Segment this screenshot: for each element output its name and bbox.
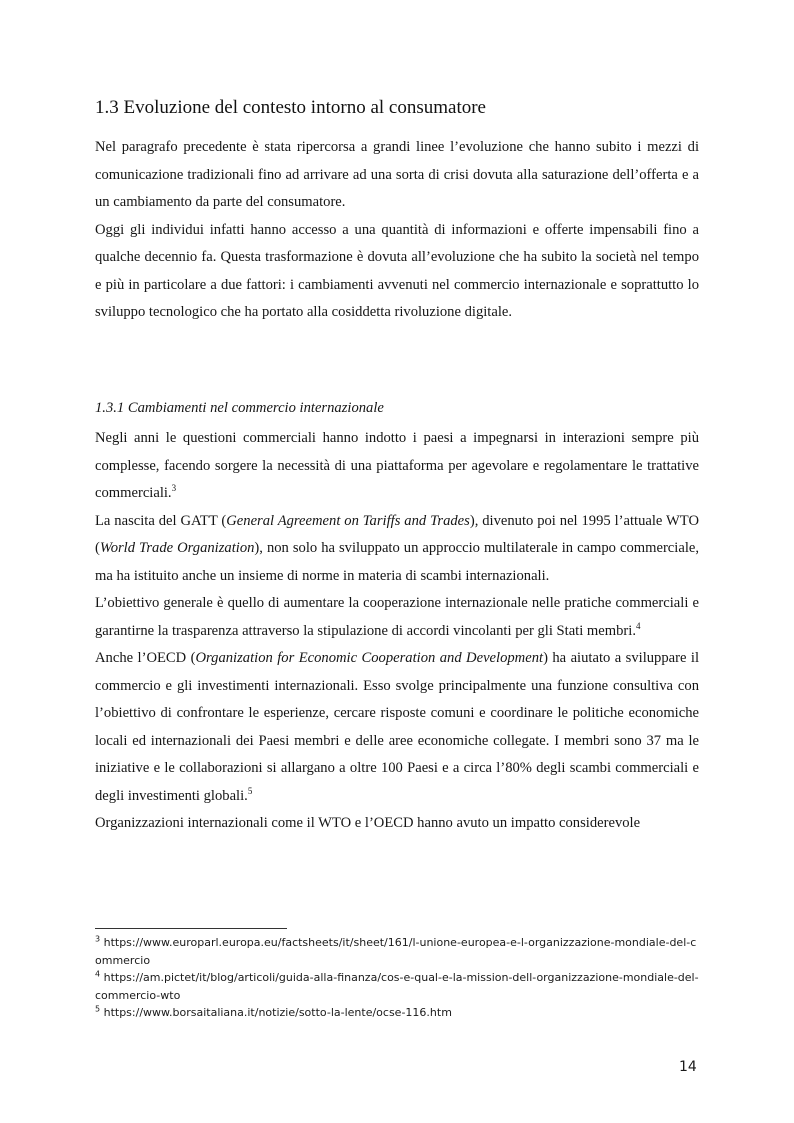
footnote-ref[interactable]: 3 [171, 483, 177, 494]
footnotes [95, 934, 701, 1022]
paragraph-text: ), divenuto poi nel 1995 l’attuale WTO ( [95, 512, 700, 556]
footnote-number: 3 [95, 934, 101, 944]
paragraph-text: Anche l’OECD ( [95, 650, 196, 666]
footnote-link[interactable]: https://www.europarl.europa.eu/factsheets/it/sheet/161/l-unione-europea-e-l-organizzazione-mondiale-del-commercio [95, 936, 697, 967]
footnote-separator [95, 928, 287, 929]
paragraph [95, 645, 699, 810]
footnote-link[interactable]: https://am.pictet/it/blog/articoli/guida-alla-finanza/cos-e-qual-e-la-mission-dell-organizzazione-mondiale-del-commercio-wto [95, 971, 699, 1002]
paragraph-text: L’obiettivo generale è quello di aumentare la cooperazione internazionale nelle pratiche commerciali e garantirne la trasparenza attraverso la stipulazione di accordi vincolanti per gli Stati membri. [95, 595, 699, 639]
subsection-body [95, 425, 699, 838]
paragraph-text: La nascita del GATT ( [95, 512, 227, 529]
footnote-number: 5 [95, 1004, 101, 1014]
paragraph [95, 508, 699, 591]
paragraph [95, 425, 699, 508]
paragraph-text: Negli anni le questioni commerciali hanno indotto i paesi a impegnarsi in interazioni sempre più complesse, facendo sorgere la necessità di una piattaforma per agevolare e regolamentare le trattative commerciali. [95, 430, 699, 501]
paragraph-text: ), non solo ha sviluppato un approccio multilaterale in campo commerciale, ma ha istituito anche un insieme di norme in materia di scambi internazionali. [95, 540, 700, 584]
footnote [95, 934, 701, 969]
footnote-link[interactable]: https://www.borsaitaliana.it/notizie/sotto-la-lente/ocse-116.htm [103, 1006, 452, 1019]
italic-term: General Agreement on Tariffs and Trades [226, 512, 470, 529]
subsection-title: 1.3.1 Cambiamenti nel commercio internazionale [95, 400, 384, 416]
footnote [95, 1004, 701, 1022]
footnote-ref[interactable]: 4 [635, 620, 641, 631]
paragraph-text: ) ha aiutato a sviluppare il commercio e gli investimenti internazionali. Esso svolge principalmente una funzione consultiva con l’obiettivo di confrontare le esperienze, cercare risposte comuni e coordinare le politiche economiche locali ed internazionali dei Paesi membri e delle aree economiche collegate. I membri sono 37 ma le iniziative e le collaborazioni si allargano a oltre 100 Paesi e a circa l’80% degli scambi commerciali e degli investimenti globali. [95, 650, 700, 804]
section-intro [95, 134, 699, 327]
paragraph: Nel paragrafo precedente è stata ripercorsa a grandi linee l’evoluzione che hanno subito i mezzi di comunicazione tradizionali fino ad arrivare ad una sorta di crisi dovuta alla saturazione dell’offerta e a un cambiamento da parte del consumatore. [95, 139, 699, 210]
paragraph [95, 590, 699, 645]
page-number: 14 [679, 1059, 697, 1075]
footnote-number: 4 [95, 969, 101, 979]
footnote [95, 969, 701, 1004]
footnote-ref[interactable]: 5 [247, 785, 253, 796]
paragraph: Organizzazioni internazionali come il WTO e l’OECD hanno avuto un impatto considerevole [95, 815, 641, 831]
section-title: 1.3 Evoluzione del contesto intorno al consumatore [95, 97, 486, 118]
italic-term: World Trade Organization [99, 540, 255, 556]
paragraph: Oggi gli individui infatti hanno accesso a una quantità di informazioni e offerte impensabili fino a qualche decennio fa. Questa trasformazione è dovuta all’evoluzione che ha subito la società nel tempo e più in particolare a due fattori: i cambiamenti avvenuti nel commercio internazionale e soprattutto lo sviluppo tecnologico che ha portato alla cosiddetta rivoluzione digitale. [95, 221, 699, 320]
italic-term: Organization for Economic Cooperation and Development [195, 650, 544, 666]
